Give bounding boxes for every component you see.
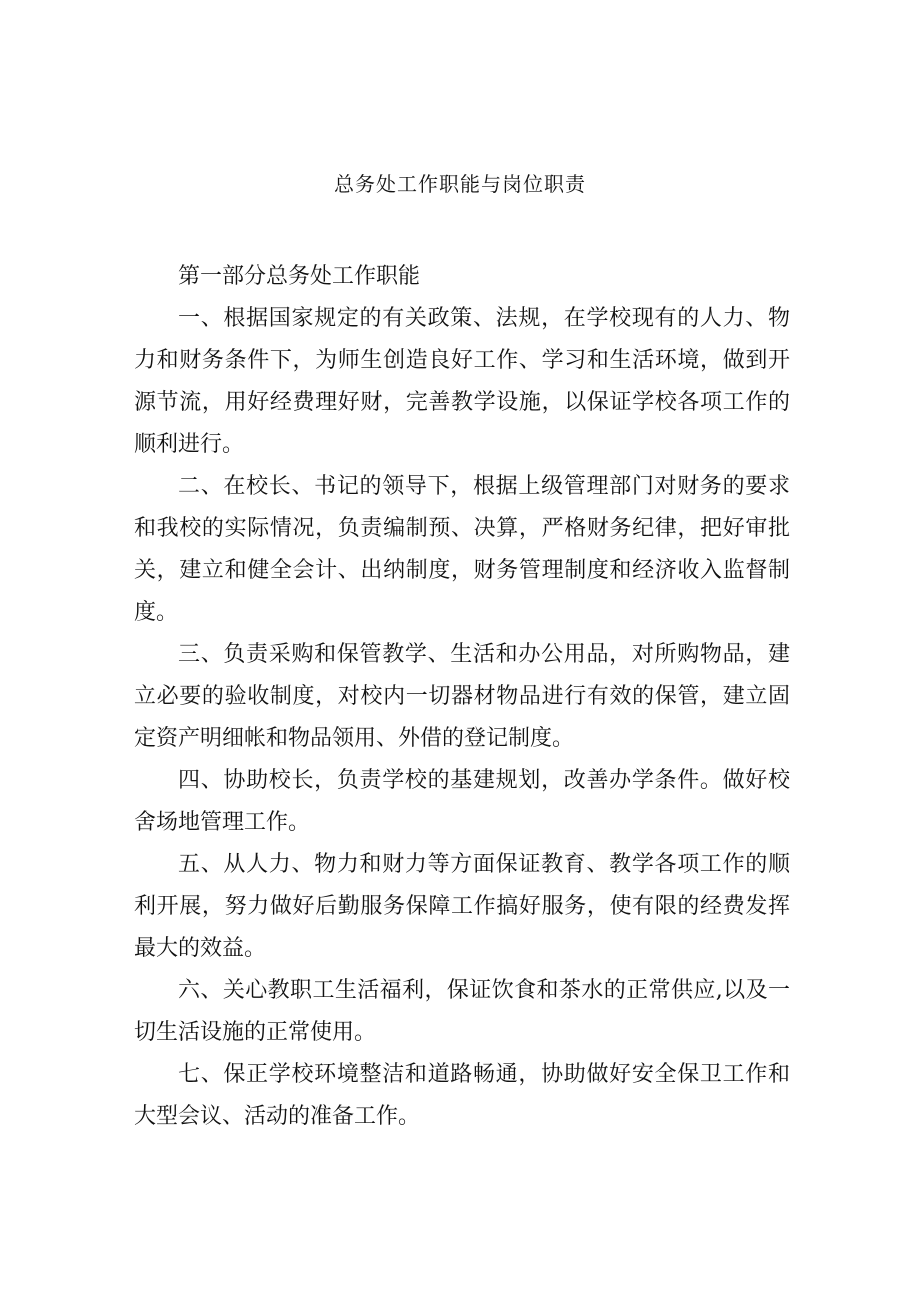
- document-title: 总务处工作职能与岗位职责: [334, 172, 586, 196]
- paragraph-6: 六、关心教职工生活福利，保证饮食和茶水的正常供应,以及一切生活设施的正常使用。: [134, 978, 790, 1045]
- paragraph-7: 七、保正学校环境整洁和道路畅通，协助做好安全保卫工作和大型会议、活动的准备工作。: [134, 1062, 790, 1129]
- paragraph-5: 五、从人力、物力和财力等方面保证教育、教学各项工作的顺利开展，努力做好后勤服务保障工作搞好服务，使有限的经费发挥最大的效益。: [134, 852, 790, 961]
- paragraph-3: 三、负责采购和保管教学、生活和办公用品，对所购物品，建立必要的验收制度，对校内一切器材物品进行有效的保管，建立固定资产明细帐和物品领用、外借的登记制度。: [134, 642, 790, 751]
- document-body: [134, 256, 790, 1138]
- paragraph-1: 一、根据国家规定的有关政策、法规，在学校现有的人力、物力和财务条件下，为师生创造良好工作、学习和生活环境，做到开源节流，用好经费理好财，完善教学设施，以保证学校各项工作的顺利进行。: [134, 306, 790, 457]
- paragraph-4: 四、协助校长，负责学校的基建规划，改善办学条件。做好校舍场地管理工作。: [134, 768, 790, 835]
- paragraph-2: 二、在校长、书记的领导下，根据上级管理部门对财务的要求和我校的实际情况，负责编制预、决算，严格财务纪律，把好审批关，建立和健全会计、出纳制度，财务管理制度和经济收入监督制度。: [134, 474, 790, 625]
- section-heading: 第一部分总务处工作职能: [178, 264, 421, 289]
